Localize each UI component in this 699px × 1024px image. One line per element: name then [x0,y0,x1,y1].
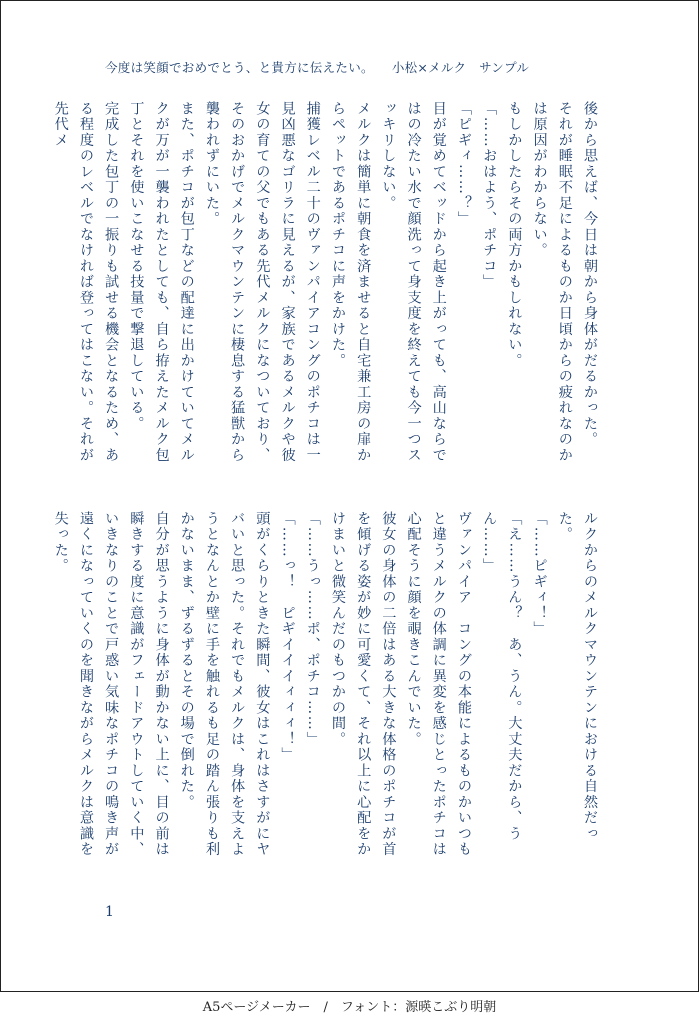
text-block-upper [48,101,602,476]
paragraph: また、ポチコが包丁などの配達に出かけていてメルクが万が一襲われたとしても、自ら拵えたメルク包丁とそれを使いこなせる技量で撃退している。 [128,101,195,464]
paragraph: ルクからのメルクマウンテンにおける自然だった。 [556,511,598,842]
paragraph: 目が覚めてベッドから起き上がっても、高山ならではの冷たい水で顔洗って身支度を終えても今一つスッキリしない。 [380,101,447,464]
dialogue-line: 「ピギィ……？」 [455,101,472,227]
header-sample-label: 小松×メルク サンプル [391,60,530,75]
paragraph: 捕獲レベル二十のヴァンパイアコングのポチコは一見凶悪なゴリラに見えるが、家族であるメルクや彼女の育ての父でもある先代メルクになついており、そのおかげでメルクマウンテンに棲息する猛獣から襲われずにいた。 [203,101,321,464]
paragraph: 彼女の身体の二倍はある大きな体格のポチコが首を傾げる姿が妙に可愛くて、それ以上に心配をかけまいと微笑んだのもつかの間。 [329,511,397,858]
paragraph: 自分が思うように身体が動かない上に、目の前は瞬きする度に意識がフェードアウトしていく中、いきなりのことで戸惑い気味なポチコの鳴き声が遠くになっていくのを聞きながらメルクは意識を失った。 [52,511,170,858]
page-number: 1 [105,904,114,920]
paragraph: もしかしたらその両方かもしれない。 [506,101,523,369]
dialogue-line: 「……ピギィ！」 [531,511,548,637]
dialogue-line: 「……おはよう、ポチコ」 [481,101,498,290]
dialogue-line: 「……うっ……ポ、ポチコ……」 [304,511,321,748]
footer-credit: A5ページメーカー / フォント：源暎こぶり明朝 [202,1000,497,1015]
paragraph: 完成した包丁の一振りも試せる機会となるため、ある程度のレベルでなければ登ってはこない。それが先代メ [52,101,120,464]
running-header [105,58,585,78]
paragraph: 後から思えば、今日は朝から身体がだるかった。 [582,101,598,448]
paragraph: 頭がくらりときた瞬間、彼女はこれはさすがにヤバいと思った。それでもメルクは、身体を支えようとなんとか壁に手を触れるも足の踏ん張りも利かないまま、ずるずるとその場で倒れた。 [178,511,271,858]
paragraph: それが睡眠不足によるものか日頃からの疲れなのかは原因がわからない。 [531,101,573,464]
header-title: 今度は笑顔でおめでとう、と貴方に伝えたい。 [105,60,374,75]
dialogue-line: 「……っ！ ピギイイイィィィ！」 [279,511,296,763]
paragraph: メルクは簡単に朝食を済ませると自宅兼工房の扉からペットであるポチコに声をかけた。 [329,101,372,464]
dialogue-line: 「え……うん？ あ、うん。大丈夫だから、うん……」 [481,511,523,842]
text-block-lower [48,511,602,871]
paragraph: ヴァンパイア コングの本能によるものかいつもと違うメルクの体調に異変を感じとったポチコは心配そうに顔を覗きこんでいた。 [405,511,472,858]
